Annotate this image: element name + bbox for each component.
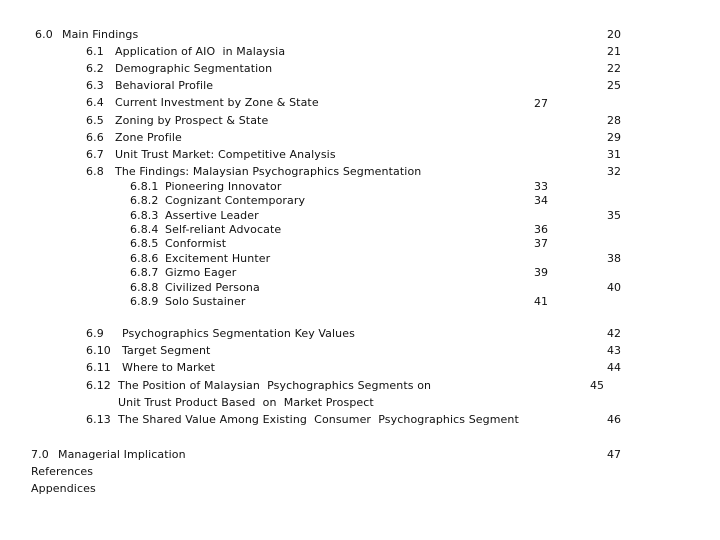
toc-subitem-title[interactable]: Conformist (165, 237, 227, 250)
toc-page-number: 33 (534, 180, 548, 193)
toc-subitem-number: 6.8.8 (130, 281, 159, 294)
toc-page-number: 42 (607, 327, 621, 340)
toc-item-title[interactable]: Target Segment (122, 344, 211, 357)
toc-item-number: 6.4 (86, 96, 104, 109)
toc-subitem-title[interactable]: Solo Sustainer (165, 295, 246, 308)
toc-item-number: 6.10 (86, 344, 111, 357)
toc-page-number: 21 (607, 45, 621, 58)
toc-item-title[interactable]: Zone Profile (115, 131, 182, 144)
toc-item-title[interactable]: Demographic Segmentation (115, 62, 273, 75)
toc-page-number: 41 (534, 295, 548, 308)
toc-page-number: 34 (534, 194, 548, 207)
toc-page-number: 36 (534, 223, 548, 236)
toc-item-number: 6.3 (86, 79, 104, 92)
toc-item-title[interactable]: Where to Market (122, 361, 216, 374)
toc-subitem-number: 6.8.9 (130, 295, 159, 308)
toc-page-number: 35 (607, 209, 621, 222)
toc-item-title[interactable]: Psychographics Segmentation Key Values (122, 327, 355, 340)
toc-item-title[interactable]: Behavioral Profile (115, 79, 214, 92)
toc-item-title[interactable]: The Findings: Malaysian Psychographics Segmentation (115, 165, 422, 178)
toc-page-number: 27 (534, 97, 548, 110)
toc-page-number: 20 (607, 28, 621, 41)
toc-page-number: 22 (607, 62, 621, 75)
toc-subitem-title[interactable]: Assertive Leader (165, 209, 259, 222)
toc-item-number: 6.2 (86, 62, 104, 75)
toc-subitem-title[interactable]: Self-reliant Advocate (165, 223, 282, 236)
toc-subitem-title[interactable]: Civilized Persona (165, 281, 260, 294)
toc-page-number: 28 (607, 114, 621, 127)
toc-subitem-title[interactable]: Cognizant Contemporary (165, 194, 306, 207)
toc-item-title[interactable]: The Position of Malaysian Psychographics Segments on (118, 379, 432, 392)
toc-item-number: 6.8 (86, 165, 104, 178)
toc-subitem-number: 6.8.2 (130, 194, 159, 207)
toc-page-number: 31 (607, 148, 621, 161)
toc-subitem-number: 6.8.6 (130, 252, 159, 265)
toc-subitem-number: 6.8.7 (130, 266, 159, 279)
toc-item-title[interactable]: Unit Trust Market: Competitive Analysis (115, 148, 336, 161)
toc-section-7-title[interactable]: Managerial Implication (58, 448, 186, 461)
toc-subitem-title[interactable]: Gizmo Eager (165, 266, 237, 279)
toc-item-number: 6.11 (86, 361, 111, 374)
toc-item-title[interactable]: Application of AIO in Malaysia (115, 45, 286, 58)
toc-page-number: 44 (607, 361, 621, 374)
toc-page-number: 43 (607, 344, 621, 357)
toc-item-number: 6.7 (86, 148, 104, 161)
toc-subitem-number: 6.8.3 (130, 209, 159, 222)
toc-item-number: 6.9 (86, 327, 104, 340)
toc-item-title[interactable]: Zoning by Prospect & State (115, 114, 269, 127)
toc-subitem-title[interactable]: Excitement Hunter (165, 252, 271, 265)
toc-item-number: 6.12 (86, 379, 111, 392)
toc-subitem-title[interactable]: Pioneering Innovator (165, 180, 282, 193)
toc-page-number: 40 (607, 281, 621, 294)
toc-page-number: 38 (607, 252, 621, 265)
toc-appendices[interactable]: Appendices (31, 482, 96, 495)
toc-subitem-number: 6.8.1 (130, 180, 159, 193)
toc-page-number: 47 (607, 448, 621, 461)
toc-section-6-number: 6.0 (35, 28, 53, 41)
toc-page-number: 25 (607, 79, 621, 92)
toc-page-number: 29 (607, 131, 621, 144)
toc-page-number: 45 (590, 379, 604, 392)
toc-item-title[interactable]: Current Investment by Zone & State (115, 96, 319, 109)
toc-item-number: 6.6 (86, 131, 104, 144)
toc-page-number: 37 (534, 237, 548, 250)
toc-item-title-line2[interactable]: Unit Trust Product Based on Market Prospect (118, 396, 374, 409)
toc-page-number: 39 (534, 266, 548, 279)
toc-item-number: 6.5 (86, 114, 104, 127)
toc-page-number: 32 (607, 165, 621, 178)
toc-item-number: 6.13 (86, 413, 111, 426)
toc-section-6-title: Main Findings (62, 28, 139, 41)
toc-subitem-number: 6.8.5 (130, 237, 159, 250)
toc-references[interactable]: References (31, 465, 94, 478)
toc-subitem-number: 6.8.4 (130, 223, 159, 236)
toc-item-title[interactable]: The Shared Value Among Existing Consumer Psychographics Segment (118, 413, 519, 426)
toc-item-number: 6.1 (86, 45, 104, 58)
toc-page-number: 46 (607, 413, 621, 426)
toc-section-7-number: 7.0 (31, 448, 49, 461)
